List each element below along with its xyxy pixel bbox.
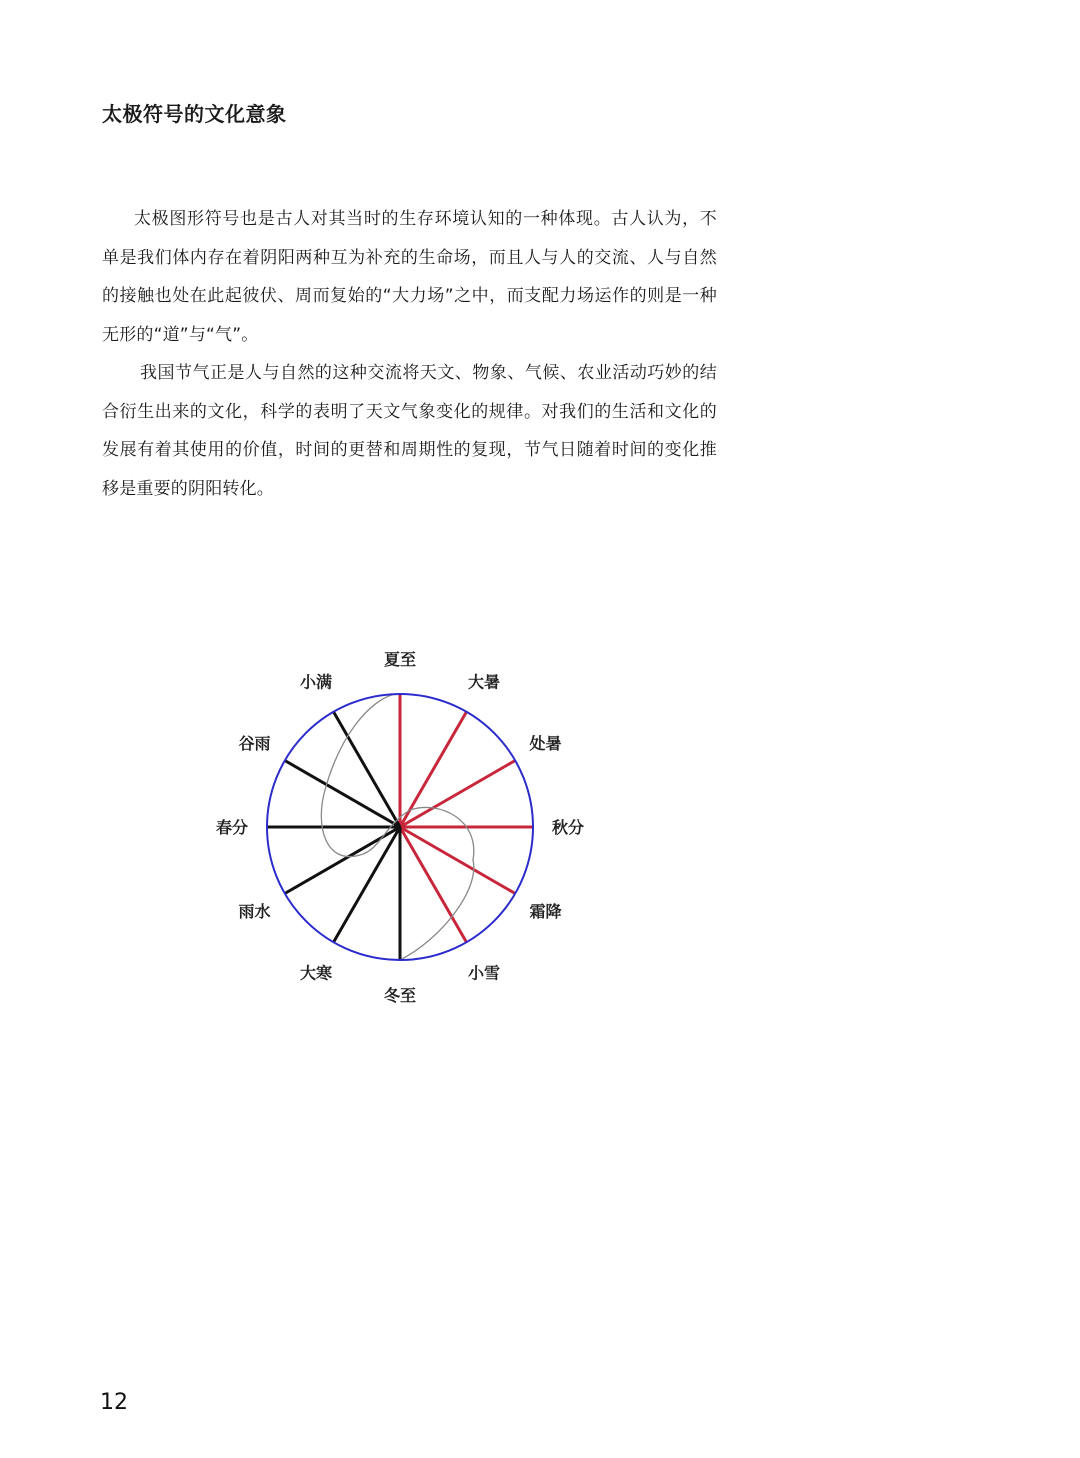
solar-term-label: 冬至 [383, 986, 417, 1005]
solar-term-label: 春分 [215, 818, 249, 837]
spoke-line [400, 761, 515, 828]
paragraph: 我国节气正是人与自然的这种交流将天文、物象、气候、农业活动巧妙的结合衍生出来的文化，科学的表明了天文气象变化的规律。对我们的生活和文化的发展有着其使用的价值，时间的更替和周期性的复现，节气日随着时间的变化推移是重要的阴阳转化。 [102, 363, 717, 499]
solar-term-label: 处暑 [529, 734, 562, 753]
solar-term-label: 大寒 [299, 963, 333, 983]
solar-term-label: 小满 [299, 672, 333, 692]
body-text [102, 200, 717, 508]
spoke-line [285, 761, 400, 828]
solar-term-label: 大暑 [467, 672, 501, 692]
spoke-line [400, 827, 467, 942]
solar-terms-diagram [190, 640, 610, 1020]
solar-term-label: 小雪 [467, 963, 501, 983]
spoke-line [400, 827, 515, 894]
page-number: 12 [100, 1390, 128, 1415]
solar-term-label: 霜降 [529, 902, 562, 921]
page-title: 太极符号的文化意象 [102, 102, 287, 126]
spoke-line [334, 712, 401, 827]
spoke-line [334, 827, 401, 942]
solar-terms-wheel [190, 640, 610, 1020]
paragraph: 太极图形符号也是古人对其当时的生存环境认知的一种体现。古人认为，不单是我们体内存在着阴阳两种互为补充的生命场，而且人与人的交流、人与自然的接触也处在此起彼伏、周而复始的“大力场”之中，而支配力场运作的则是一种无形的“道”与“气”。 [102, 209, 717, 345]
solar-term-label: 夏至 [383, 650, 417, 669]
solar-term-label: 谷雨 [238, 734, 271, 753]
solar-term-label: 雨水 [238, 902, 271, 921]
solar-term-label: 秋分 [551, 818, 585, 837]
